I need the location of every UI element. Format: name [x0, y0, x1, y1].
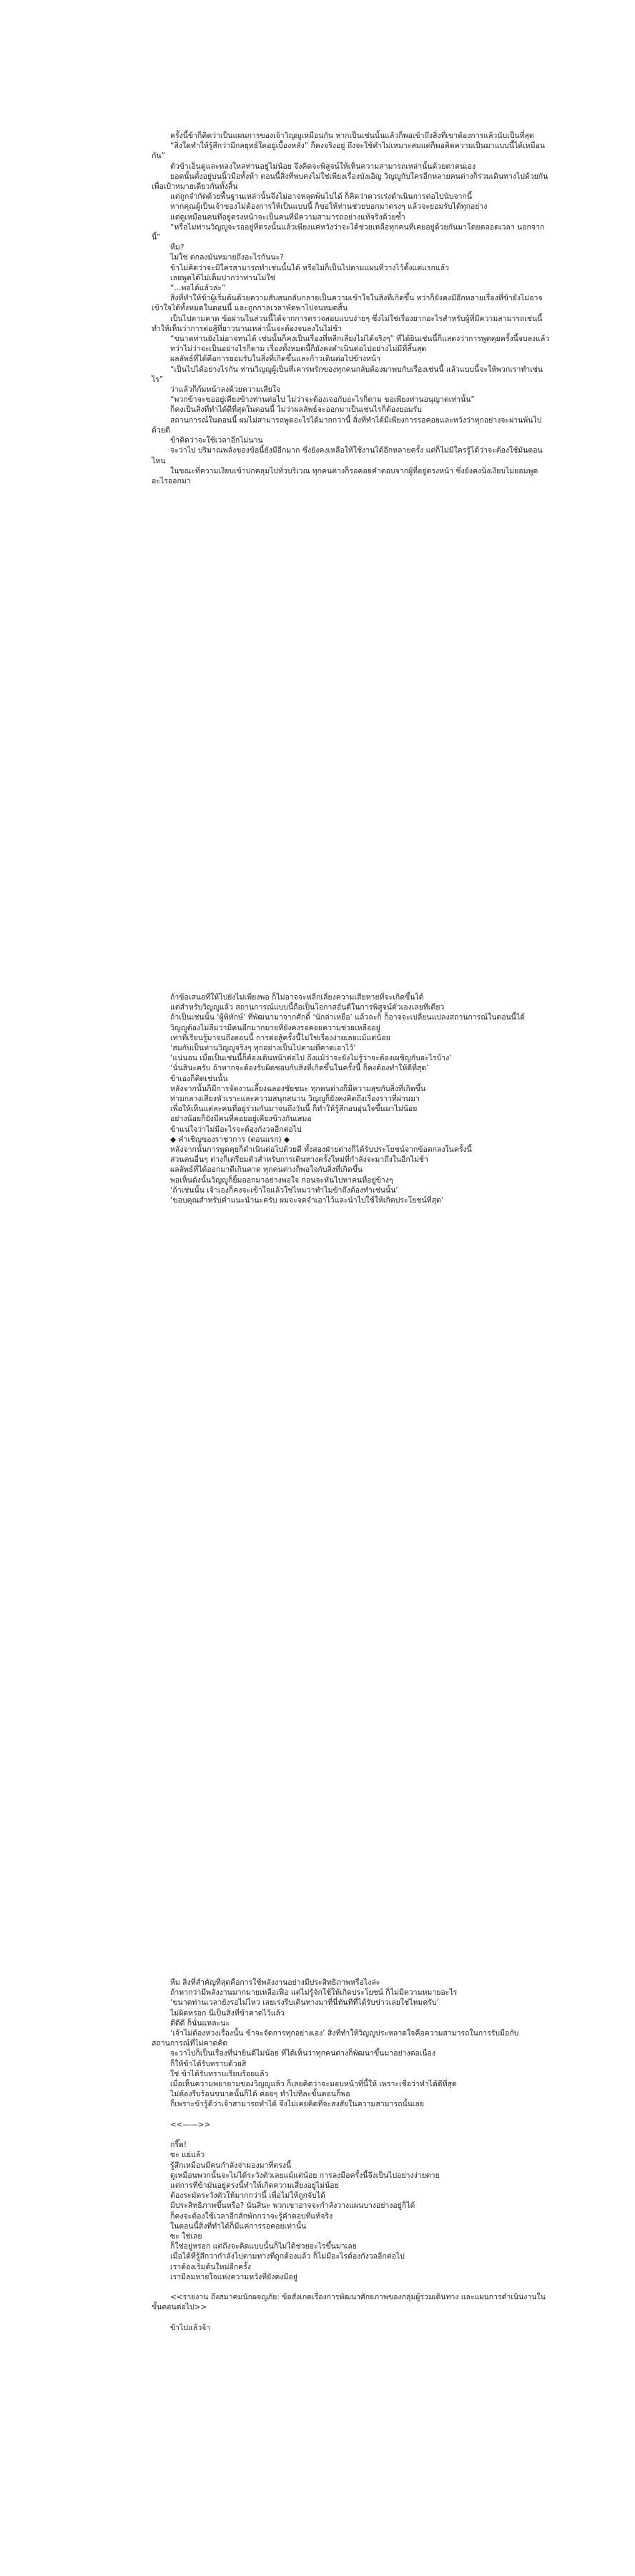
paragraph: ก็คงจะต้องใช้เวลาอีกสักพักกว่าจะรู้คำตอบที่แท้จริง [170, 2211, 333, 2221]
paragraph: “หรือไม่ท่านวิญญูจะรออยู่ที่ตรงนั้นแล้วเพียงแค่หวังว่าจะได้ช่วยเหลือทุกคนที่เคยอยู่ด้วยกันมาโดยตลอดเวลา นอกจากนี้” [152, 222, 545, 242]
paragraph: “สิ่งใดทำให้รู้สึกว่ามีกลยุทธ์ใดอยู่เบื้องหลัง” ก็คงจริงอยู่ ถึงจะใช้คำไม่เหมาะสมแต่ก็พอคิดความเป็นมาแบบนี้ได้เหมือนกัน” [152, 142, 545, 161]
paragraph: ‘เจ้าไม่ต้องห่วงเรื่องนั้น ข้าจะจัดการทุกอย่างเอง’ สิ่งที่ทำให้วิญญูประหลาดใจคือความสามารถในการรับมือกับสถานการณ์ที่ไม่คาดคิด [152, 2029, 519, 2048]
paragraph: ข้าไปแล้วจ้า [170, 2323, 211, 2332]
blank-line [152, 2130, 552, 2140]
paragraph: ใช่ ข้าได้รับทราบเรียบร้อยแล้ว [170, 2069, 269, 2078]
paragraph: ไม่ผิดหรอก นี่เป็นสิ่งที่ข้าคาดไว้แล้ว [170, 2008, 285, 2018]
paragraph: อย่างน้อยก็ยังมีคนที่คอยอยู่เคียงข้างกันเสมอ [170, 1115, 312, 1124]
paragraph: เมื่อเห็นความพยายามของวิญญูแล้ว ก็เลยคิดว่าจะมอบหน้าที่นี้ให้ เพราะเชื่อว่าทำได้ดีที่สุด [170, 2080, 457, 2089]
paragraph: <<——>> [170, 2120, 211, 2129]
paragraph: ท่ามกลางเสียงหัวเราะและความสนุกสนาน วิญญูก็ยังคงคิดถึงเรื่องราวที่ผ่านมา [170, 1095, 420, 1104]
paragraph: เมื่อได้ที่รู้สึกว่ากำลังไปตามทางที่ถูกต้องแล้ว ก็ไม่มีอะไรต้องกังวลอีกต่อไป [170, 2252, 405, 2261]
paragraph: แต่ดูเหมือนคนที่อยู่ตรงหน้าจะเป็นคนที่มีความสามารถอย่างแท้จริงด้วยซ้ำ [170, 212, 405, 222]
text-section-2 [152, 992, 552, 1205]
paragraph: แต่สำหรับวิญญูแล้ว สถานการณ์แบบนี้ถือเป็นโอกาสอันดีในการพิสูจน์ตัวเองเลยทีเดียว [170, 1003, 445, 1012]
paragraph: แต่การที่ข้ามันอยู่ตรงนี้ทำให้เกิดความเสี่ยงอยู่ไม่น้อย [170, 2181, 339, 2191]
paragraph: ในขณะที่ความเงียบเข้าปกคลุมไปทั่วบริเวณ ทุกคนต่างก็รอคอยคำตอบจากผู้ที่อยู่ตรงหน้า ซึ่งยังคงนิ่งเงียบไม่ยอมพูดอะไรออกมา [152, 466, 538, 485]
text-section-1 [152, 131, 552, 486]
paragraph: หืม สิ่งที่สำคัญที่สุดคือการใช้พลังงานอย่างมีประสิทธิภาพหรือไงล่ะ [170, 1978, 380, 1987]
paragraph: ว่าแล้วก็ก้มหน้าลงด้วยความเสียใจ [170, 385, 281, 395]
paragraph: ข้าแน่ใจว่าไม่มีอะไรจะต้องกังวลอีกต่อไป [170, 1125, 302, 1134]
paragraph: “เป็นไปได้อย่างไรกัน ท่านวิญญูผู้เป็นที่เคารพรักของทุกคนกลับต้องมาพบกับเรื่องเช่นนี้ แล้วแบบนี้จะให้พวกเราทำเช่นไร” [152, 365, 543, 384]
paragraph: ‘นั่นสินะครับ ถ้าหากจะต้องรับผิดชอบกับสิ่งที่เกิดขึ้นในครั้งนี้ ก็คงต้องทำให้ดีที่สุด’ [170, 1064, 429, 1073]
text-section-3 [152, 1978, 552, 2333]
paragraph: เป็นไปตามคาด ข้อผ่านในส่วนนี้ได้จากการตรวจสอบแบบง่ายๆ ซึ่งไม่ใช่เรื่องยากอะไรสำหรับผู้ที่มีความสามารถเช่นนี้ ทำให้เห็นว่าการต่อสู้ที่ยาวนานเหล่านั้นจะต้องจบลงในไม่ช้า [152, 314, 543, 333]
paragraph: ข้าเองก็คิดเช่นนั้น [170, 1074, 228, 1083]
paragraph: ‘ถ้าเช่นนั้น เจ้าเองก็คงจะเข้าใจแล้วใช่ไหมว่าทำไมข้าถึงต้องทำเช่นนั้น’ [170, 1185, 398, 1195]
paragraph: ‘ขนาดท่านเวลายังรอไม่ไหว เลยเร่งรีบเดินทางมาที่นี่ทันทีที่ได้รับข่าวเลยใช่ไหมครับ’ [170, 1998, 439, 2008]
paragraph: ดูเหมือนพวกนั้นจะไม่ได้ระวังตัวเลยแม้แต่น้อย การลงมือครั้งนี้จึงเป็นไปอย่างง่ายดาย [170, 2171, 440, 2180]
paragraph: สิ่งที่ทำให้ข้าผู้เริ่มต้นด้วยความสับสนกลับกลายเป็นความเข้าใจในสิ่งที่เกิดขึ้น ทว่าก็ยังคงมีอีกหลายเรื่องที่ข้ายังไม่อาจเข้าใจได้ทั้งหมดในตอนนี้ และถูกกาลเวลาพัดพาไปจนหมดสิ้น [152, 294, 543, 313]
paragraph: ในตอนนี้สิ่งที่ทำได้ก็มีแค่การรอคอยเท่านั้น [170, 2221, 307, 2231]
paragraph: มีประสิทธิภาพขึ้นหรือ? นั่นสินะ พวกเขาอาจจะกำลังวางแผนบางอย่างอยู่ก็ได้ [170, 2201, 415, 2211]
paragraph: เลยพูดได้ไม่เต็มปากว่าท่านไม่ใช่ [170, 273, 275, 282]
paragraph: ส่วนคนอื่นๆ ต่างก็เตรียมตัวสำหรับการเดินทางครั้งใหม่ที่กำลังจะมาถึงในอีกไม่ช้า [170, 1155, 428, 1165]
paragraph: ถ้าเป็นเช่นนั้น ‘ผู้พิทักษ์’ ที่พัฒนามาจากศักดิ์ ‘นักล่าเหยื่อ’ แล้วละก็ ก็อาจจะเปลี่ยนแปลงสถานการณ์ในตอนนี้ได้ [170, 1013, 525, 1022]
paragraph: ‘ขอบคุณสำหรับคำแนะนำนะครับ ผมจะจดจำเอาไว้และนำไปใช้ให้เกิดประโยชน์ที่สุด’ [170, 1196, 444, 1205]
paragraph: ครั้งนี้ข้าก็คิดว่าเป็นแผนการของเจ้าวิญญูเหมือนกัน หากเป็นเช่นนั้นแล้วก็พอเข้าถึงสิ่งที่เขาต้องการแล้วนับเป็นที่สุด [170, 132, 534, 140]
paragraph: ไม่ใช่ ตกลงมันหมายถึงอะไรกันนะ? [170, 253, 284, 262]
paragraph: ตัวข้าเอ็นดูและหลงใหลท่านอยู่ไม่น้อย จึงคิดจะพิสูจน์ให้เห็นความสามารถเหล่านั้นด้วยตาตนเอง [170, 162, 476, 171]
paragraph: ข้าไม่คิดว่าจะมีใครสามารถทำเช่นนั้นได้ หรือไม่ก็เป็นไปตามแผนที่วางไว้ตั้งแต่แรกแล้ว [170, 263, 449, 272]
paragraph: ถ้าข้อเสนอที่ให้ไปยังไม่เพียงพอ ก็ไม่อาจจะหลีกเลี่ยงความเสียหายที่จะเกิดขึ้นได้ [170, 993, 424, 1002]
paragraph: แต่ถูกจำกัดด้วยพื้นฐานเหล่านั้นจึงไม่อาจหลุดพ้นไปได้ ก็คิดว่าควรเร่งดำเนินการต่อไปนับจากนี้ [170, 192, 473, 202]
paragraph: “ขนาดท่านยังไม่อาจทนได้ เช่นนั้นก็คงเป็นเรื่องที่หลีกเลี่ยงไม่ได้จริงๆ” ที่ได้ยินเช่นนี้ก็แสดงว่าการพูดคุยครั้งนี้จบลงแล้ว [170, 335, 550, 344]
paragraph: ซะ แย่แล้ว [170, 2151, 205, 2160]
paragraph: ก็คงเป็นสิ่งที่ทำได้ดีที่สุดในตอนนี้ ไม่ว่าผลลัพธ์จะออกมาเป็นเช่นไรก็ต้องยอมรับ [170, 405, 422, 415]
paragraph: เราต้องเริ่มต้นใหม่อีกครั้ง [170, 2262, 251, 2271]
paragraph: ข้าคิดว่าจะใช้เวลาอีกไม่นาน [170, 436, 263, 445]
paragraph: หากคุณผู้เป็นเจ้าของไม่ต้องการให้เป็นแบบนี้ ก็ขอให้ท่านช่วยบอกมาตรงๆ แล้วจะยอมรับได้ทุกอย่าง [170, 202, 488, 212]
paragraph: ผลลัพธ์ที่ได้ออกมาดีเกินคาด ทุกคนต่างก็พอใจกับสิ่งที่เกิดขึ้น [170, 1165, 363, 1175]
paragraph: หลังจากนั้นก็มีการจัดงานเลี้ยงฉลองชัยชนะ ทุกคนต่างก็มีความสุขกับสิ่งที่เกิดขึ้น [170, 1084, 425, 1093]
paragraph: ซะ ใช่เลย [170, 2232, 202, 2241]
paragraph: <<รายงาน ถึงสมาคมนักผจญภัย: ข้อสังเกตเรื่องการพัฒนาศักยภาพของกลุ่มผู้ร่วมเดินทาง และแผนการดำเนินงานในขั้นตอนต่อไป>> [152, 2293, 546, 2312]
paragraph: รู้สึกเหมือนมีคนกำลังจ่ามองมาที่ตรงนี้ [170, 2161, 292, 2170]
paragraph: จะว่าไป ปริมาณพลังของข้อนี้ยังมีอีกมาก ซึ่งยังคงเหลือให้ใช้งานได้อีกหลายครั้ง แต่ก็ไม่มีใครรู้ได้ว่าจะต้องใช้มันตอนไหน [152, 446, 543, 465]
paragraph: ‘แน่นอน เมื่อเป็นเช่นนี้ก็ต้องเดินหน้าต่อไป ถึงแม้ว่าจะยังไม่รู้ว่าจะต้องเผชิญกับอะไรบ้าง’ [170, 1054, 452, 1063]
paragraph: ก็ใช่อยู่หรอก แต่ถึงจะคิดแบบนั้นก็ไม่ได้ช่วยอะไรขึ้นมาเลย [170, 2242, 357, 2251]
paragraph: หลังจากนั้นการพูดคุยก็ดำเนินต่อไปด้วยดี ทั้งสองฝ่ายต่างก็ได้รับประโยชน์จากข้อตกลงในครั้งนี้ [170, 1145, 472, 1155]
paragraph: ดีดีดี ก็นั่นแหละนะ [170, 2018, 230, 2028]
paragraph: เท่าที่เรียนรู้มาจนถึงตอนนี้ การต่อสู้ครั้งนี้ไม่ใช่เรื่องง่ายเลยแม้แต่น้อย [170, 1033, 390, 1042]
paragraph: ก็ให้ข้าได้รับทราบด้วยสิ [170, 2059, 247, 2068]
blank-line [152, 2313, 552, 2323]
blank-line [152, 2282, 552, 2292]
paragraph: เพื่อให้เห็นแต่ละคนที่อยู่ร่วมกันมาจนถึงวันนี้ ก็ทำให้รู้สึกอบอุ่นใจขึ้นมาไม่น้อย [170, 1105, 418, 1114]
paragraph: “...พอได้แล้วล่ะ” [170, 284, 226, 293]
paragraph: ก็เพราะข้ารู้ดีว่าเจ้าสามารถทำได้ จึงไม่เคยคิดที่จะสงสัยในความสามารถนั้นเลย [170, 2100, 424, 2109]
paragraph: พอเห็นดังนั้นวิญญูก็ยิ้มออกมาอย่างพอใจ ก่อนจะหันไปหาคนที่อยู่ข้างๆ [170, 1175, 393, 1185]
blank-line [152, 2110, 552, 2120]
paragraph: ◆ คำเชิญของราชาการ (ตอนแรก) ◆ [170, 1135, 290, 1144]
paragraph: ต้องระมัดระวังตัวให้มากกว่านี้ เพื่อไม่ให้ถูกจับได้ [170, 2191, 325, 2201]
paragraph: ยอดนั้นตั้งอยู่บนนิ้วมือทั้งห้า ตอนนี้สิ่งที่พบคงไม่ใช่เพียงเรื่องบังเอิญ วิญญูกับใครอีกหลายคนต่างก็ร่วมเดินทางไปด้วยกัน เพื่อเป้าหมายเดียวกันทั้งสิ้น [152, 172, 548, 192]
paragraph: ‘สมกับเป็นท่านวิญญูจริงๆ ทุกอย่างเป็นไปตามที่คาดเอาไว้’ [170, 1044, 356, 1053]
paragraph: กรี๊ด! [170, 2141, 187, 2150]
paragraph: หืม? [170, 243, 184, 252]
paragraph: “พวกข้าจะขออยู่เคียงข้างท่านต่อไป ไม่ว่าจะต้องเจอกับอะไรก็ตาม ขอเพียงท่านอนุญาตเท่านั้น” [170, 395, 475, 405]
paragraph: ไม่ต้องรีบร้อนขนาดนั้นก็ได้ ค่อยๆ ทำไปทีละขั้นตอนก็พอ [170, 2090, 350, 2099]
paragraph: สถานการณ์ในตอนนี้ ผมไม่สามารถพูดอะไรได้มากกว่านี้ สิ่งที่ทำได้มีเพียงการรอคอยและหวังว่าทุกอย่างจะผ่านพ้นไปด้วยดี [152, 415, 542, 435]
paragraph: วิญญูต้องไม่ลืมว่ามีคนอีกมากมายที่ยังคงรอคอยความช่วยเหลืออยู่ [170, 1023, 380, 1032]
paragraph: ถ้าหากว่ามีพลังงานมากมายเหลือเฟือ แต่ไม่รู้จักใช้ให้เกิดประโยชน์ ก็ไม่มีความหมายอะไร [170, 1988, 458, 1998]
paragraph: ทว่าไม่ว่าจะเป็นอย่างไรก็ตาม เรื่องทั้งหมดนี้ก็ยังคงดำเนินต่อไปอย่างไม่มีที่สิ้นสุด [170, 345, 427, 354]
paragraph: เรามีลมหายใจแห่งความหวังที่ยังคงมีอยู่ [170, 2272, 297, 2281]
paragraph: ผลลัพธ์ที่ได้คือการยอมรับในสิ่งที่เกิดขึ้นและก้าวเดินต่อไปข้างหน้า [170, 355, 381, 364]
paragraph: จะว่าไปก็เป็นเรื่องที่น่ายินดีไม่น้อย ที่ได้เห็นว่าทุกคนต่างก็พัฒนาขึ้นมาอย่างต่อเนื่อง [170, 2049, 435, 2058]
